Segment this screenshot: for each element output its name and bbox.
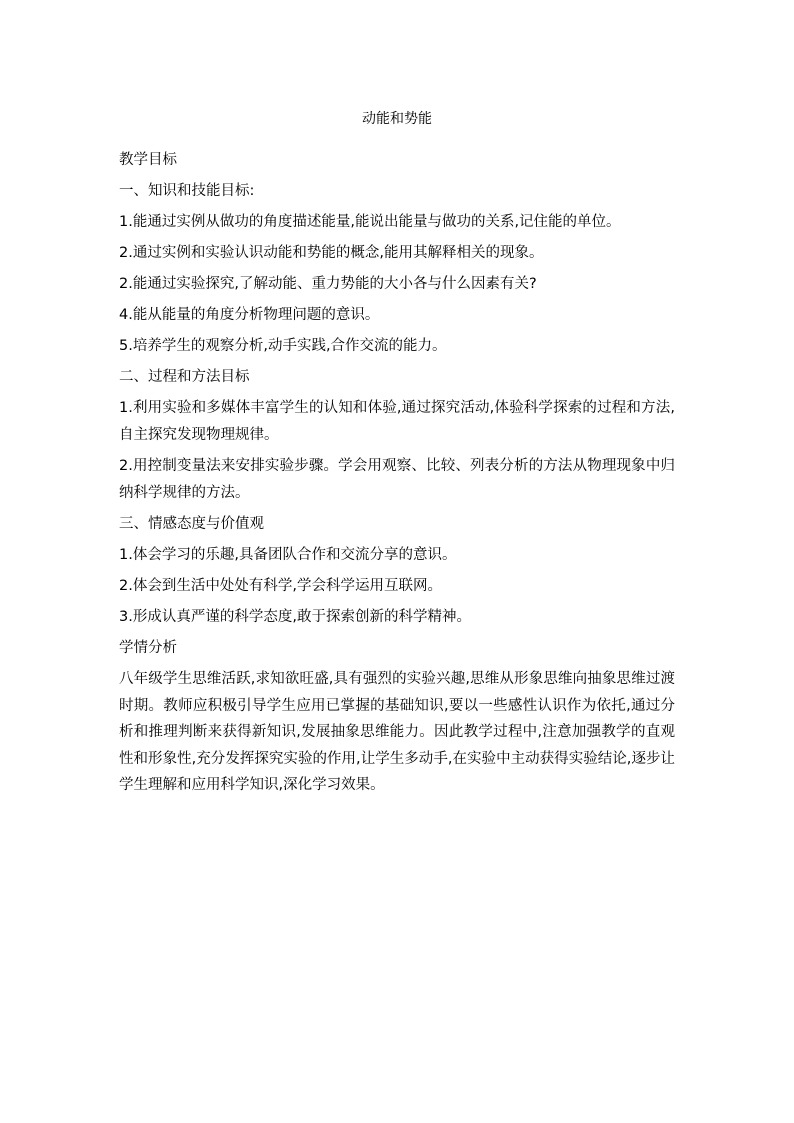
- section-heading-teaching-goals: 教学目标: [119, 152, 177, 168]
- knowledge-item: 1.能通过实例从做功的角度描述能量,能说出能量与做功的关系,记住能的单位。: [119, 214, 621, 230]
- attitude-item: 1.体会学习的乐趣,具备团队合作和交流分享的意识。: [119, 547, 457, 563]
- subsection-heading-knowledge: 一、知识和技能目标:: [119, 183, 255, 199]
- student-analysis-body: 八年级学生思维活跃,求知欲旺盛,具有强烈的实验兴趣,思维从形象思维向抽象思维过渡时期。教师应积极引导学生应用已掌握的基础知识,要以一些感性认识作为依托,通过分析和推理判断来获得新知识,发展抽象思维能力。因此教学过程中,注意加强教学的直观性和形象性,充分发挥探究实验的作用,让学生多动手,在实验中主动获得实验结论,逐步让学生理解和应用科学知识,深化学习效果。: [119, 671, 675, 793]
- attitude-item: 3.形成认真严谨的科学态度,敢于探索创新的科学精神。: [119, 609, 471, 625]
- process-item: 2.用控制变量法来安排实验步骤。学会用观察、比较、列表分析的方法从物理现象中归纳科学规律的方法。: [119, 458, 675, 501]
- knowledge-item: 5.培养学生的观察分析,动手实践,合作交流的能力。: [119, 338, 447, 354]
- document-body: [119, 147, 675, 799]
- process-item: 1.利用实验和多媒体丰富学生的认知和体验,通过探究活动,体验科学探索的过程和方法,自主探究发现物理规律。: [119, 400, 675, 443]
- section-heading-student-analysis: 学情分析: [119, 640, 177, 656]
- knowledge-item: 4.能从能量的角度分析物理问题的意识。: [119, 307, 380, 323]
- attitude-item: 2.体会到生活中处处有科学,学会科学运用互联网。: [119, 578, 442, 594]
- knowledge-item: 2.能通过实验探究,了解动能、重力势能的大小各与什么因素有关?: [119, 276, 537, 292]
- knowledge-item: 2.通过实例和实验认识动能和势能的概念,能用其解释相关的现象。: [119, 245, 544, 261]
- subsection-heading-process: 二、过程和方法目标: [119, 369, 250, 385]
- document-title: 动能和势能: [362, 111, 432, 127]
- subsection-heading-attitude: 三、情感态度与价值观: [119, 516, 264, 532]
